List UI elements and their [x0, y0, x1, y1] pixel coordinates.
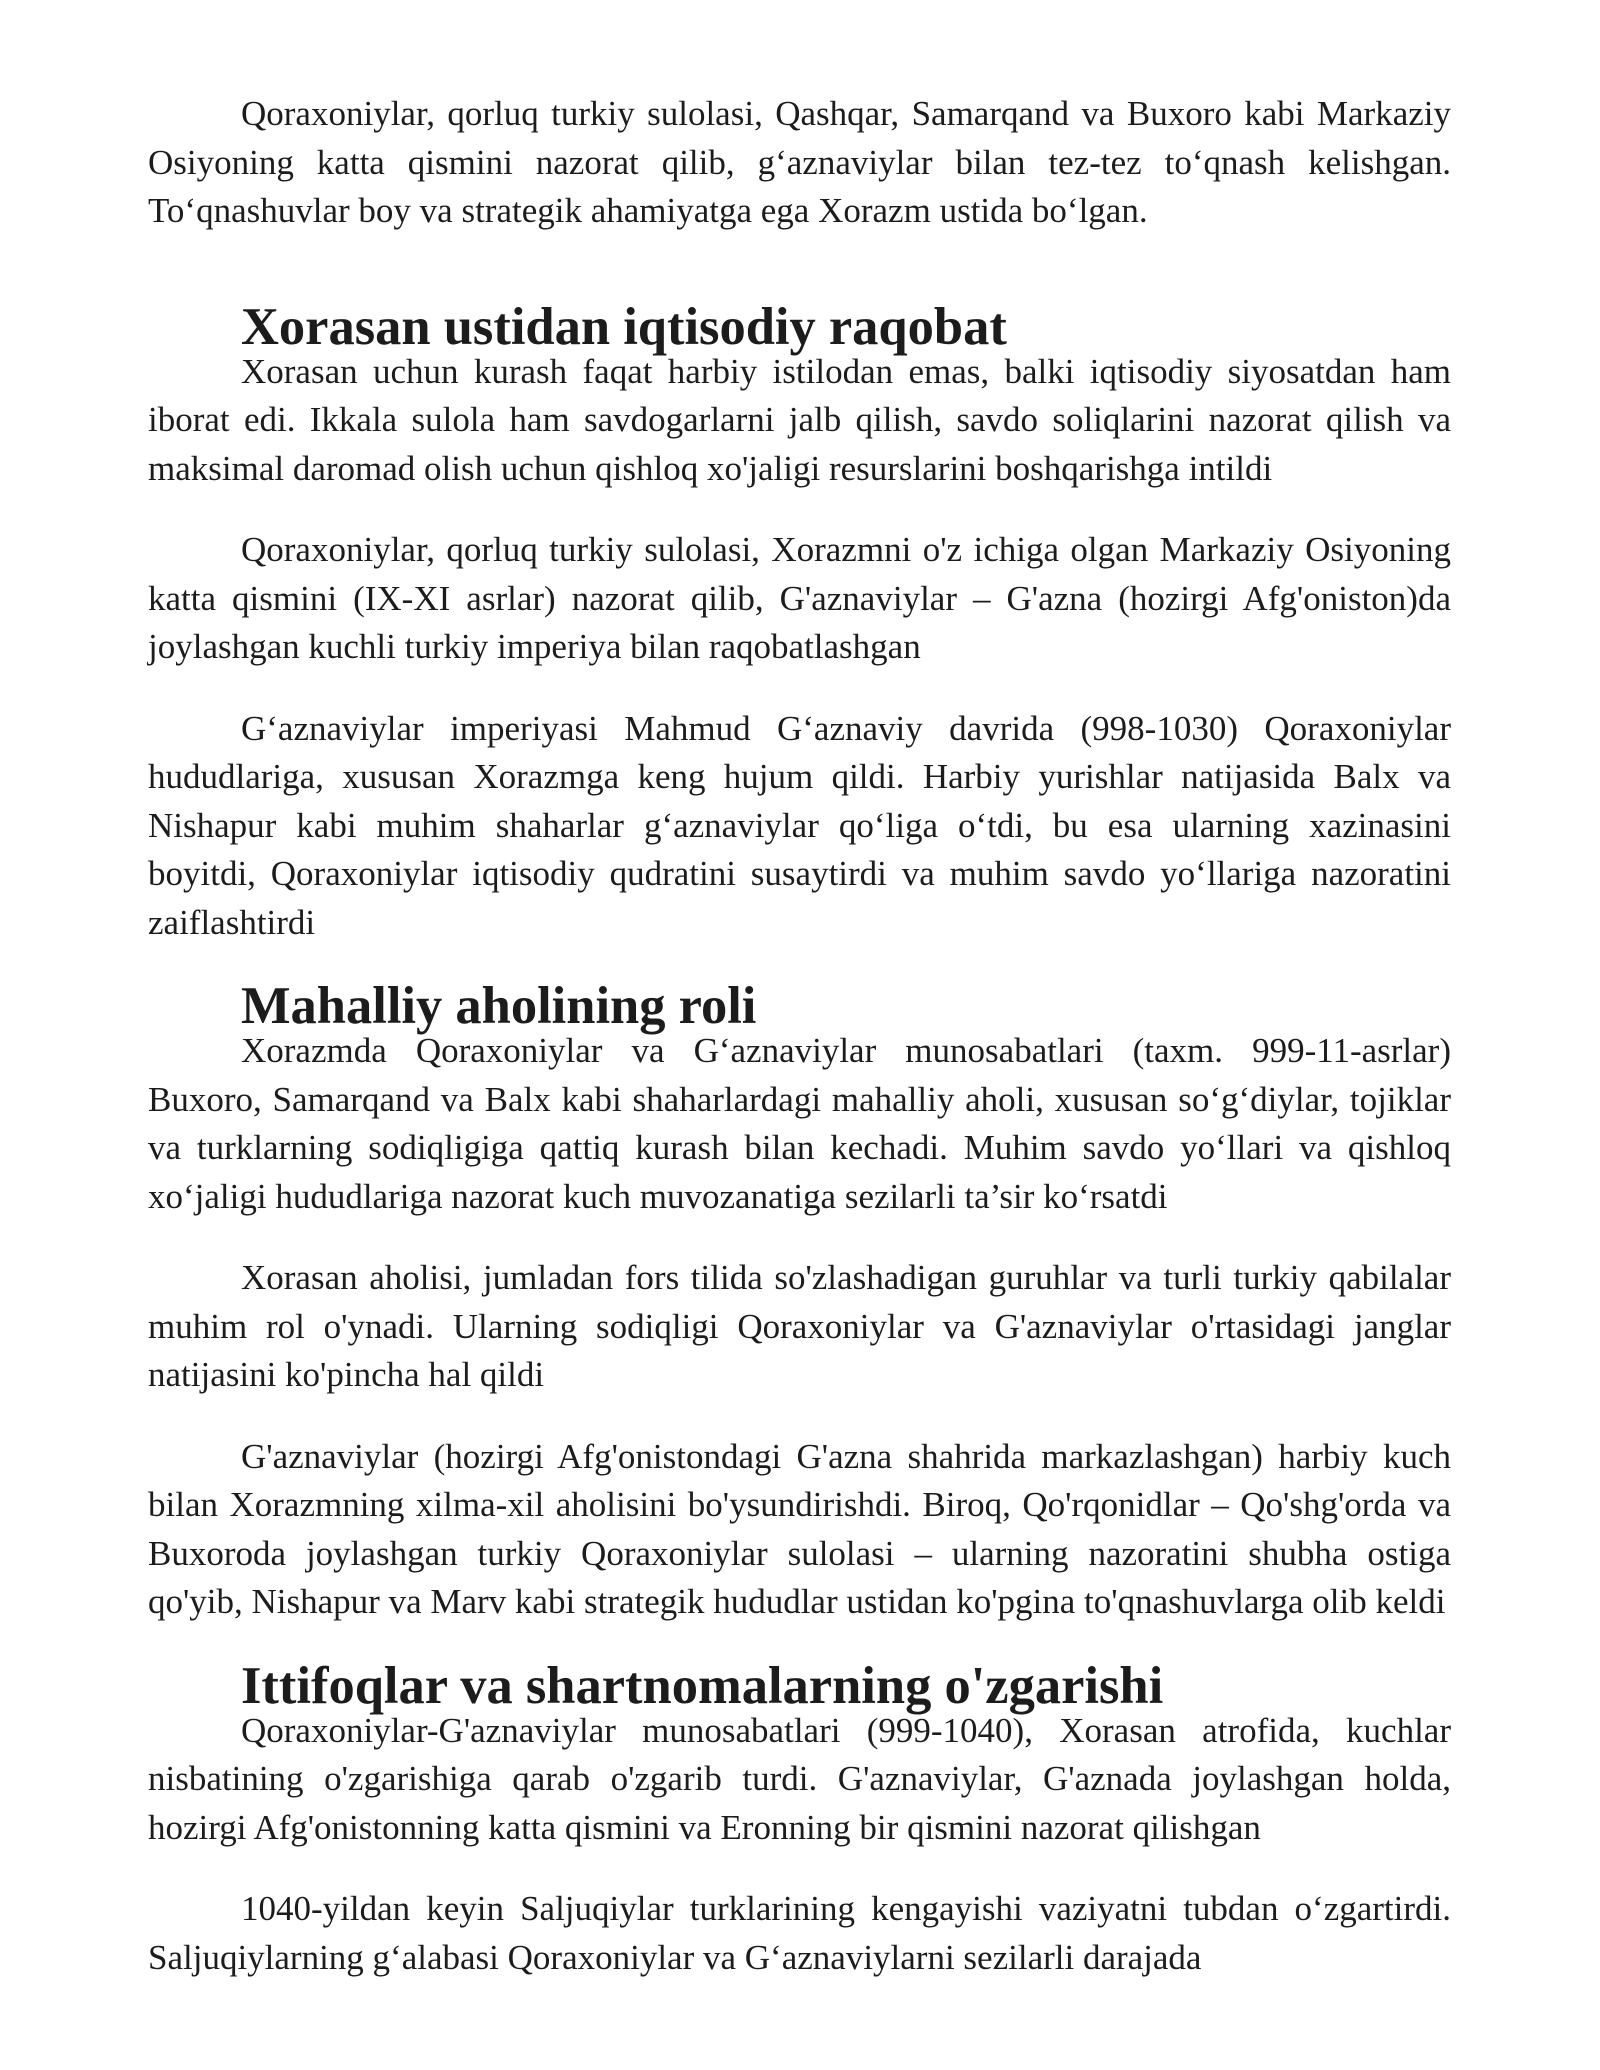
section-heading-local-population: Mahalliy aholining roli — [241, 977, 757, 1035]
body-paragraph: Xorasan uchun kurash faqat harbiy istilodan emas, balki iqtisodiy siyosatdan ham iborat edi. Ikkala sulola ham savdogarlarni jalb qilish, savdo soliqlarini nazorat qilish va maksimal daromad olish uchun qishloq xo'jaligi resurslarini boshqarishga intildi — [148, 351, 1451, 488]
body-paragraph: G‘aznaviylar imperiyasi Mahmud G‘aznaviy davrida (998-1030) Qoraxoniylar hududlariga, xususan Xorazmga keng hujum qildi. Harbiy yurishlar natijasida Balx va Nishapur kabi muhim shaharlar g‘aznaviylar qo‘liga o‘tdi, bu esa ularning xazinasini boyitdi, Qoraxoniylar iqtisodiy qudratini susaytirdi va muhim savdo yo‘llariga nazoratini zaiflashtirdi — [148, 708, 1451, 942]
spacer — [148, 236, 1451, 306]
body-paragraph: Qoraxoniylar, qorluq turkiy sulolasi, Xorazmni o'z ichiga olgan Markaziy Osiyoning katta qismini (IX-XI asrlar) nazorat qilib, G'aznaviylar – G'azna (hozirgi Afg'oniston)da joylashgan kuchli turkiy imperiya bilan raqobatlashgan — [148, 530, 1451, 666]
section-heading-alliances: Ittifoqlar va shartnomalarning o'zgarishi — [241, 1656, 1164, 1715]
section-heading-economic-rivalry: Xorasan ustidan iqtisodiy raqobat — [241, 297, 1007, 356]
intro-paragraph: Qoraxoniylar, qorluq turkiy sulolasi, Qashqar, Samarqand va Buxoro kabi Markaziy Osiyoning katta qismini nazorat qilib, g‘aznaviylar bilan tez-tez to‘qnash kelishgan. To‘qnashuvlar boy va strategik ahamiyatga ega Xorazm ustida bo‘lgan. — [148, 94, 1451, 230]
body-paragraph: 1040-yildan keyin Saljuqiylar turklarining kengayishi vaziyatni tubdan o‘zgartirdi. Saljuqiylarning g‘alabasi Qoraxoniylar va G‘aznaviylarni sezilarli darajada — [148, 1889, 1451, 1977]
body-paragraph: Xorasan aholisi, jumladan fors tilida so'zlashadigan guruhlar va turli turkiy qabilalar muhim rol o'ynadi. Ularning sodiqligi Qoraxoniylar va G'aznaviylar o'rtasidagi janglar natijasini ko'pincha hal qildi — [148, 1258, 1451, 1394]
body-paragraph: G'aznaviylar (hozirgi Afg'onistondagi G'azna shahrida markazlashgan) harbiy kuch bilan Xorazmning xilma-xil aholisini bo'ysundirishdi. Biroq, Qo'rqonidlar – Qo'shg'orda va Buxoroda joylashgan turkiy Qoraxoniylar sulolasi – ularning nazoratini shubha ostiga qo'yib, Nishapur va Marv kabi strategik hududlar ustidan ko'pgina to'qnashuvlarga olib keldi — [148, 1436, 1451, 1621]
document-page — [148, 90, 1451, 1982]
body-paragraph: Qoraxoniylar-G'aznaviylar munosabatlari (999-1040), Xorasan atrofida, kuchlar nisbatining o'zgarishiga qarab o'zgarib turdi. G'aznaviylar, G'aznada joylashgan holda, hozirgi Afg'onistonning katta qismini va Eronning bir qismini nazorat qilishgan — [148, 1710, 1451, 1847]
body-paragraph: Xorazmda Qoraxoniylar va G‘aznaviylar munosabatlari (taxm. 999-11-asrlar) Buxoro, Samarqand va Balx kabi shaharlardagi mahalliy aholi, xususan so‘g‘diylar, tojiklar va turklarning sodiqligiga qattiq kurash bilan kechadi. Muhim savdo yo‘llari va qishloq xo‘jaligi hududlariga nazorat kuch muvozanatiga sezilarli ta’sir ko‘rsatdi — [148, 1031, 1451, 1216]
